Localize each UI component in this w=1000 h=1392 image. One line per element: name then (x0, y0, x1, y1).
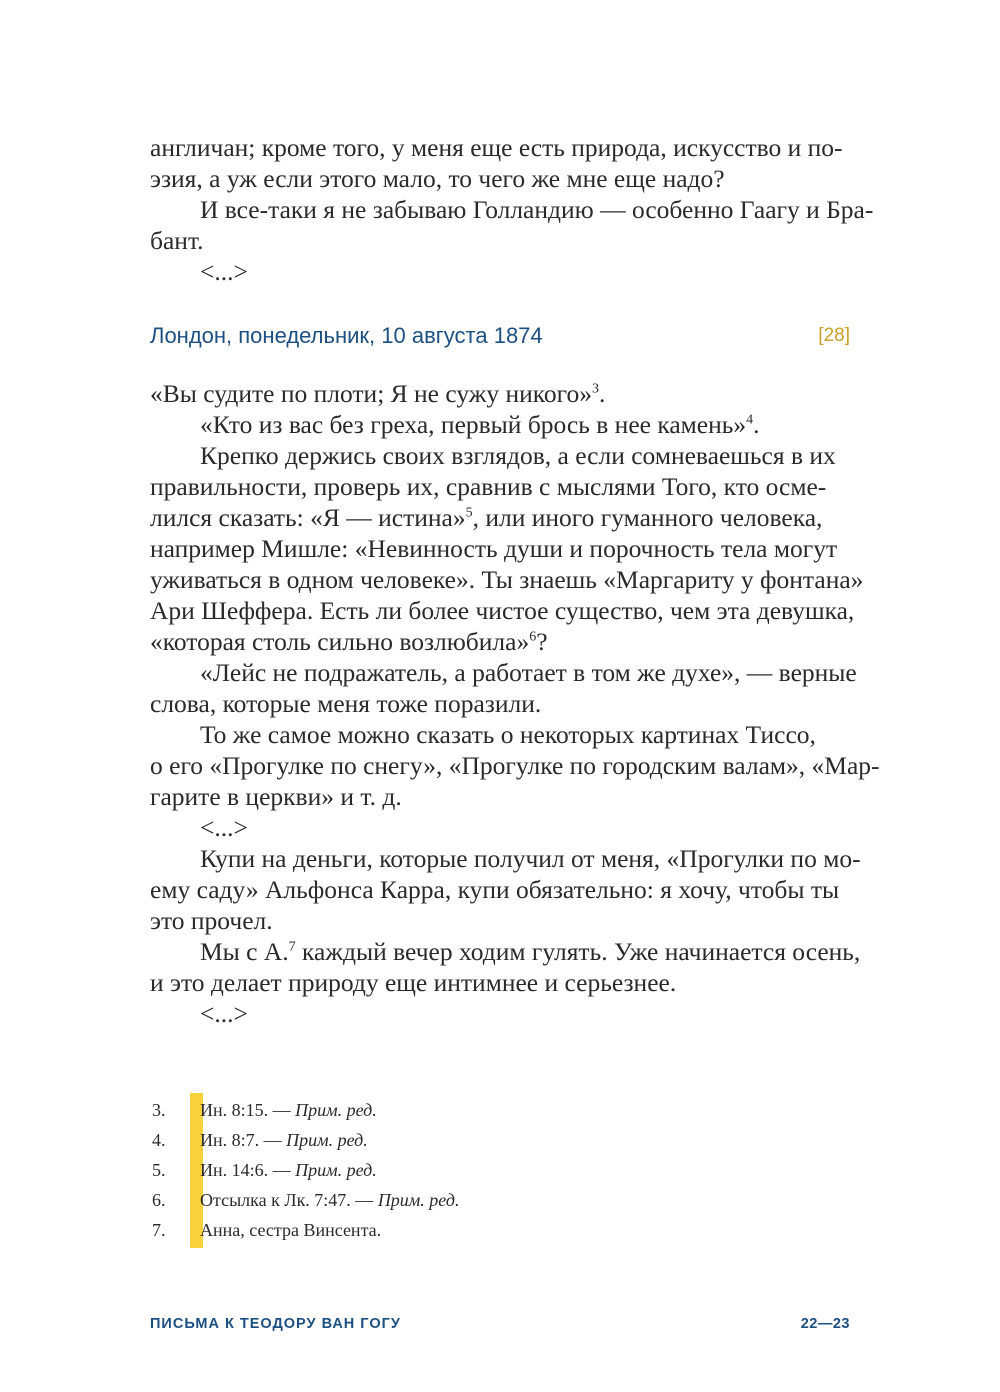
footnote-source: Ин. 14:6. — (200, 1160, 296, 1180)
text-line (150, 502, 880, 533)
footnote-ref[interactable]: 3 (591, 381, 599, 397)
footnote-number: 3. (152, 1100, 166, 1120)
text-fragment: ? (536, 627, 548, 656)
text-line (150, 378, 880, 409)
text-line: бант. (150, 226, 204, 255)
footnote (150, 1125, 850, 1155)
footnote-source: Отсылка к Лк. 7:47. — (200, 1190, 378, 1210)
text-line: эзия, а уж если этого мало, то чего же мне еще надо? (150, 164, 725, 193)
footnote-text (200, 1185, 459, 1215)
text-line: англичан; кроме того, у меня еще есть природа, искусство и по- (150, 133, 843, 162)
footnote-text (200, 1095, 377, 1125)
footnote (150, 1185, 850, 1215)
text-line (150, 409, 880, 440)
editor-note: Прим. ред. (295, 1160, 377, 1180)
text-fragment: Мы с А. (200, 937, 289, 966)
omission-mark (150, 812, 880, 843)
punctuation: . (598, 379, 606, 408)
letter-date-title: Лондон, понедельник, 10 августа 1874 (150, 323, 543, 348)
text-line: это прочел. (150, 906, 273, 935)
text-line: «Лейс не подражатель, а работает в том же духе», — верные (200, 658, 857, 687)
paragraph (150, 936, 880, 998)
footnote-number: 7. (152, 1220, 166, 1240)
quote-text: «Вы судите по плоти; Я не сужу никого» (150, 379, 592, 408)
paragraph (150, 194, 873, 256)
footnote-number: 6. (152, 1190, 166, 1210)
text-line: Ари Шеффера. Есть ли более чистое существо, чем эта девушка, (150, 596, 855, 625)
footnote-ref[interactable]: 7 (288, 939, 296, 955)
book-page (150, 0, 880, 1392)
footnote-source: Ин. 8:7. — (200, 1130, 287, 1150)
letter-body (150, 378, 880, 1029)
paragraph (150, 132, 873, 194)
text-line: Крепко держись своих взглядов, а если сомневаешься в их (200, 441, 836, 470)
book-title: ПИСЬМА К ТЕОДОРУ ВАН ГОГУ (150, 1316, 401, 1332)
text-line: слова, которые меня тоже поразили. (150, 689, 542, 718)
text-line: <...> (200, 999, 248, 1028)
paragraph (150, 657, 880, 719)
text-fragment: каждый вечер ходим гулять. Уже начинается осень, (295, 937, 861, 966)
text-line: и это делает природу еще интимнее и серьезнее. (150, 968, 677, 997)
text-line: правильности, проверь их, сравнив с мыслями Того, кто осме- (150, 472, 827, 501)
letter-heading (150, 320, 850, 352)
footnote-ref[interactable]: 5 (465, 505, 473, 521)
paragraph (150, 843, 880, 936)
text-line: о его «Прогулке по снегу», «Прогулке по городским валам», «Мар- (150, 751, 880, 780)
footnote-text (200, 1215, 381, 1245)
text-line: То же самое можно сказать о некоторых картинах Тиссо, (200, 720, 816, 749)
page-numbers: 22—23 (800, 1316, 850, 1332)
paragraph (150, 378, 880, 409)
text-fragment: лился сказать: «Я — истина» (150, 503, 466, 532)
footnote-source: Ин. 8:15. — (200, 1100, 296, 1120)
footnote-text (200, 1155, 377, 1185)
paragraph (150, 440, 880, 657)
footnote-number: 5. (152, 1160, 166, 1180)
footnotes (150, 1095, 850, 1245)
text-fragment: , или иного гуманного человека, (472, 503, 823, 532)
text-line: уживаться в одном человеке». Ты знаешь «Маргариту у фонтана» (150, 565, 864, 594)
quote-text: «Кто из вас без греха, первый брось в нее камень» (200, 410, 747, 439)
text-line (150, 936, 880, 967)
footnote-number: 4. (152, 1130, 166, 1150)
text-line: ему саду» Альфонса Карра, купи обязательно: я хочу, чтобы ты (150, 875, 840, 904)
footnote-source: Анна, сестра Винсента. (200, 1220, 382, 1240)
footnote-text (200, 1125, 368, 1155)
editor-note: Прим. ред. (286, 1130, 368, 1150)
omission-mark (150, 256, 873, 287)
footnote (150, 1095, 850, 1125)
paragraph (150, 719, 880, 812)
text-line: И все-таки я не забываю Голландию — особенно Гаагу и Бра- (200, 195, 874, 224)
text-line: <...> (200, 813, 248, 842)
paragraph (150, 409, 880, 440)
text-line (150, 626, 880, 657)
previous-letter-ending (150, 132, 873, 287)
text-line: Купи на деньги, которые получил от меня, «Прогулки по мо- (200, 844, 861, 873)
footnote (150, 1155, 850, 1185)
text-line: <...> (200, 257, 248, 286)
text-line: например Мишле: «Невинность души и порочность тела могут (150, 534, 838, 563)
footnote-ref[interactable]: 6 (529, 629, 537, 645)
editor-note: Прим. ред. (295, 1100, 377, 1120)
footnote-ref[interactable]: 4 (746, 412, 754, 428)
text-line: гарите в церкви» и т. д. (150, 782, 402, 811)
omission-mark (150, 998, 880, 1029)
letter-number: [28] (818, 325, 850, 346)
page-footer (150, 1312, 850, 1336)
text-fragment: «которая столь сильно возлюбила» (150, 627, 530, 656)
footnote (150, 1215, 850, 1245)
editor-note: Прим. ред. (377, 1190, 460, 1210)
punctuation: . (753, 410, 760, 439)
